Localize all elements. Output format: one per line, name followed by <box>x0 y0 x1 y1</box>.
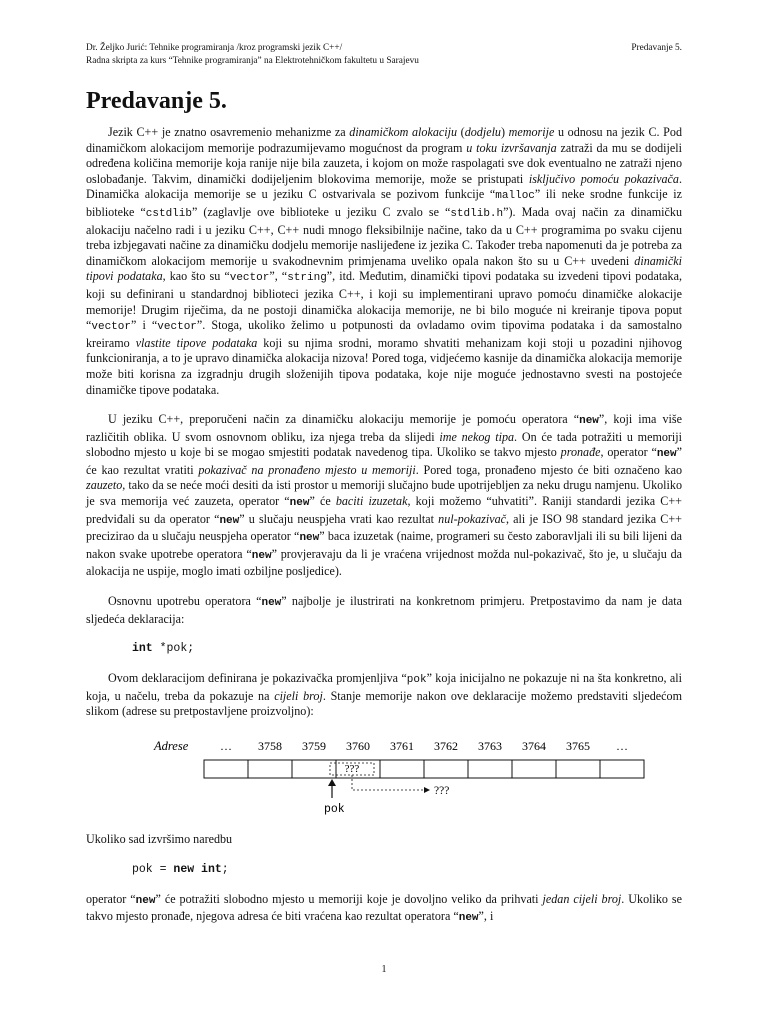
address-label: 3763 <box>478 739 502 753</box>
pointer-arrowhead-right <box>424 787 430 793</box>
paragraph-6: operator “new” će potražiti slobodno mjesto u memoriji koje je dovoljno veliko da prihvati jedan cijeli broj. Ukoliko se takvo mjesto pronađe, njegova adresa će biti vraćena kao rezultat operatora “new”, i <box>86 891 682 925</box>
pok-up-arrowhead <box>328 779 336 786</box>
memory-diagram <box>86 734 682 822</box>
address-label: 3762 <box>434 739 458 753</box>
code-statement: pok = new int; <box>132 862 229 876</box>
paragraph-3: Osnovnu upotrebu operatora “new” najbolje je ilustrirati na konkretnom primjeru. Pretpostavimo da nam je data sljedeća deklaracija: <box>86 594 682 626</box>
running-header <box>86 42 682 68</box>
pok-label: pok <box>324 803 345 816</box>
address-label: 3758 <box>258 739 282 753</box>
pointer-target-value: ??? <box>434 785 450 797</box>
paragraph-1: Jezik C++ je znatno osavremenio mehanizme za dinamičkom alokaciju (dodjelu) memorije u odnosu na jezik C. Pod dinamičkom alokacijom memorije podrazumijevamo mogućnost da program u toku izvršavanja zatraži da mu se dodijeli određena količina memorije koja ranije nije bila zauzeta, i kojom on može raspolagati sve dok eventualno ne zatraži njeno oslobađanje. Takvim, dinamički dodijeljenim blokovima memorije, može se pristupati isključivo pomoću pokazivača. Dinamička alokacija memorije se u jeziku C ostvarivala se pozivom funkcije “malloc” ili neke srodne funkcije iz biblioteke “cstdlib” (zaglavlje ove biblioteke u jeziku C zvalo se “stdlib.h”). Mada ovaj način za dinamičku alokaciju načelno radi i u jeziku C++, C++ nudi mnogo fleksibilnije načine, tako da u C++ programima po svaku cijenu treba izbjegavati načine za dinamičku dodjelu memorije naslijeđene iz jezika C. Također treba napomenuti da je potreba za dinamičkom alokacijom memorije u svakodnevnim primjenama uveliko opala nakon što su u C++ uvedeni dinamički tipovi podataka, kao što su “vector”, “string”, itd. Međutim, dinamički tipovi podataka su izvedeni tipovi podataka, koji su definirani u standardnoj biblioteci jezika C++, i koji su implementirani upravo pomoću dinamičke alokacije memorije! Drugim riječima, da ne postoji dinamička alokacija memorije, ne bi bilo moguće ni kreiranje tipova poput “vector” i “vector”. Stoga, ukoliko želimo u potpunosti da ovladamo ovim tipovima podataka i da samostalno kreiramo vlastite tipove podataka koji su njima srodni, moramo shvatiti mehanizam koji stoji u pozadini njihovog funkcioniranja, a to je upravo dinamička alokacija nizova! Pored toga, vidjećemo kasnije da dinamička alokacija memorije može biti korisna za izgradnju drugih složenijih tipova podataka, koje nije moguće jednostavno svesti na postojeće dinamičke tipove podataka. <box>86 125 682 397</box>
page-number: 1 <box>381 964 387 975</box>
address-label: 3764 <box>522 739 546 753</box>
header-author-line: Dr. Željko Jurić: Tehnike programiranja /kroz programski jezik C++/ <box>86 43 343 53</box>
memory-diagram-svg <box>86 734 682 822</box>
page-title: Predavanje 5. <box>86 88 227 114</box>
header-lecture-number: Predavanje 5. <box>631 43 682 53</box>
address-label: … <box>616 739 628 753</box>
address-label: 3759 <box>302 739 326 753</box>
body-text <box>86 125 682 941</box>
pointer-dashed-arrow <box>352 775 424 790</box>
address-label: … <box>220 739 232 753</box>
address-label: 3761 <box>390 739 414 753</box>
address-label: 3760 <box>346 739 370 753</box>
paragraph-5: Ukoliko sad izvršimo naredbu <box>86 832 233 846</box>
header-course-line: Radna skripta za kurs “Tehnike programiranja” na Elektrotehničkom fakultetu u Sarajevu <box>86 56 419 66</box>
address-label: 3765 <box>566 739 590 753</box>
paragraph-2: U jeziku C++, preporučeni način za dinamičku alokaciju memorije je pomoću operatora “new”, koji ima više različitih oblika. U svom osnovnom obliku, iza njega treba da slijedi ime nekog tipa. On će tada potražiti u memoriji slobodno mjesto u koje bi se mogao smjestiti podatak navedenog tipa. Ukoliko se takvo mjesto pronađe, operator “new” će kao rezultat vratiti pokazivač na pronađeno mjesto u memoriji. Pored toga, pronađeno mjesto će biti označeno kao zauzeto, tako da se neće moći desiti da isti prostor u memoriji slučajno bude upotrijebljen za neku drugu namjenu. Ukoliko je sva memorija već zauzeta, operator “new” će baciti izuzetak, koji možemo “uhvatiti”. Raniji standardi jezika C++ predviđali su da operator “new” u slučaju neuspjeha vrati kao rezultat nul-pokazivač, ali je ISO 98 standard jezika C++ precizirao da u slučaju neuspjeha operator “new” baca izuzetak (naime, programeri su često zaboravljali ili su bili lijeni da nakon svake upotrebe operatora “new” provjeravaju da li je vraćena vrijednost možda nul-pokazivač, što je, u slučaju da alokacija ne uspije, moglo imati ozbiljne posljedice). <box>86 412 683 579</box>
paragraph-4: Ovom deklaracijom definirana je pokazivačka promjenljiva “pok” koja inicijalno ne pokazuje ni na šta konkretno, ali koja, u načelu, treba da pokazuje na cijeli broj. Stanje memorije nakon ove deklaracije možemo predstaviti sljedećom slikom (adrese su pretpostavljene proizvoljno): <box>86 671 682 719</box>
code-declaration: int *pok; <box>132 642 195 656</box>
addresses-label: Adrese <box>154 739 189 753</box>
pointer-cell-value: ??? <box>344 763 360 775</box>
